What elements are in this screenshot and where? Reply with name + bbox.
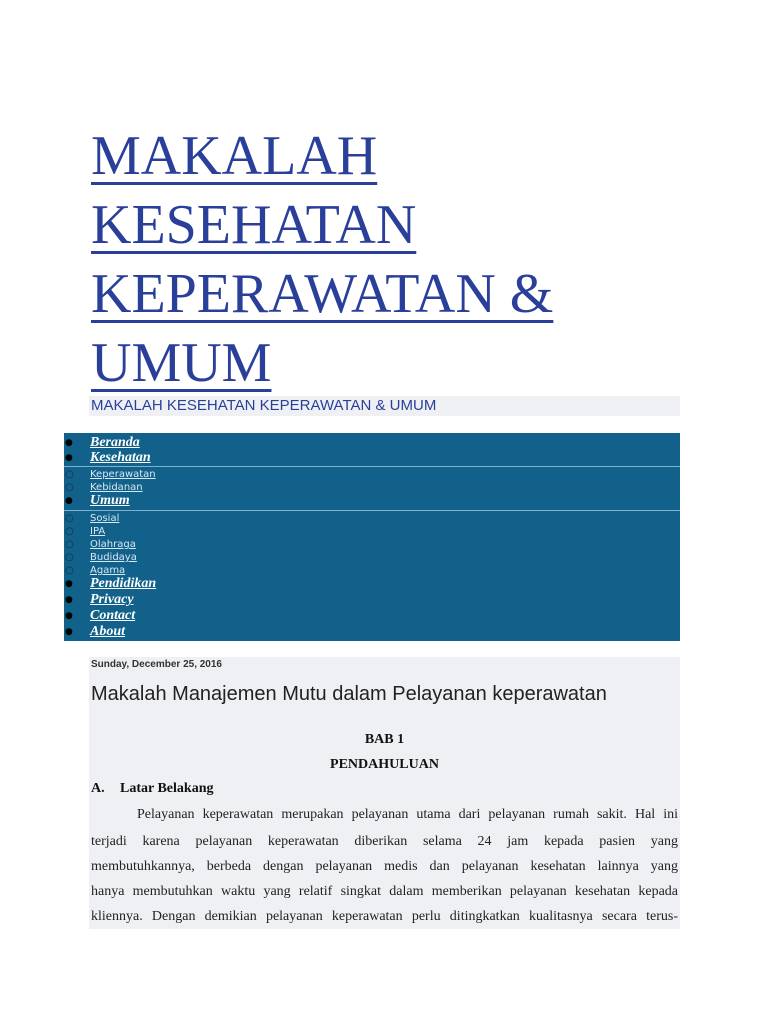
nav-link-agama[interactable]: Agama [90, 565, 126, 576]
post-date: Sunday, December 25, 2016 [91, 659, 222, 670]
nav-subitem-keperawatan[interactable] [64, 468, 680, 481]
paragraph-line: terjadi karena pelayanan keperawatan diberikan selama 24 jam kepada pasien yang [91, 834, 678, 849]
circle-bullet-icon: ○ [65, 526, 74, 537]
section-number: A. [91, 781, 105, 796]
bullet-icon: ● [65, 496, 73, 506]
nav-link-kesehatan[interactable]: Kesehatan [90, 450, 151, 465]
bullet-icon: ● [65, 611, 73, 621]
section-title: Latar Belakang [120, 781, 214, 796]
nav-link-sosial[interactable]: Sosial [90, 513, 120, 524]
circle-bullet-icon: ○ [65, 482, 74, 493]
nav-link-contact[interactable]: Contact [90, 608, 136, 623]
bullet-icon: ● [65, 453, 73, 463]
nav-link-ipa[interactable]: IPA [90, 526, 106, 537]
circle-bullet-icon: ○ [65, 539, 74, 550]
circle-bullet-icon: ○ [65, 565, 74, 576]
paragraph-line: hanya membutuhkan waktu yang relatif singkat dalam memberikan pelayanan kesehatan kepada [91, 884, 678, 899]
bullet-icon: ● [65, 595, 73, 605]
nav-item-about[interactable] [64, 624, 680, 640]
nav-item-umum[interactable] [64, 493, 680, 509]
bullet-icon: ● [65, 579, 73, 589]
nav-subitem-budidaya[interactable] [64, 551, 680, 564]
paragraph-line: membutuhkannya, berbeda dengan pelayanan medis dan pelayanan kesehatan lainnya yang [91, 859, 678, 874]
nav-subitem-ipa[interactable] [64, 525, 680, 538]
nav-subitem-sosial[interactable] [64, 512, 680, 525]
circle-bullet-icon: ○ [65, 552, 74, 563]
chapter-heading: BAB 1 [364, 732, 405, 747]
nav-divider [64, 466, 680, 467]
post-title[interactable]: Makalah Manajemen Mutu dalam Pelayanan keperawatan [91, 683, 607, 705]
nav-link-olahraga[interactable]: Olahraga [90, 539, 136, 550]
nav-item-privacy[interactable] [64, 592, 680, 608]
circle-bullet-icon: ○ [65, 469, 74, 480]
main-navigation [64, 433, 680, 641]
nav-link-about[interactable]: About [90, 624, 126, 639]
nav-link-umum[interactable]: Umum [90, 493, 130, 508]
section-heading [91, 781, 213, 797]
nav-link-privacy[interactable]: Privacy [90, 592, 134, 607]
nav-link-kebidanan[interactable]: Kebidanan [90, 482, 143, 493]
blog-description: MAKALAH KESEHATAN KEPERAWATAN & UMUM [89, 396, 680, 416]
nav-item-contact[interactable] [64, 608, 680, 624]
nav-subitem-olahraga[interactable] [64, 538, 680, 551]
paragraph-line: Pelayanan keperawatan merupakan pelayanan utama dari pelayanan rumah sakit. Hal ini [137, 807, 678, 822]
nav-divider [64, 510, 680, 511]
nav-link-budidaya[interactable]: Budidaya [90, 552, 137, 563]
nav-item-kesehatan[interactable] [64, 450, 680, 466]
circle-bullet-icon: ○ [65, 513, 74, 524]
nav-item-pendidikan[interactable] [64, 576, 680, 592]
nav-item-beranda[interactable] [64, 435, 680, 451]
paragraph-line: kliennya. Dengan demikian pelayanan keperawatan perlu ditingkatkan kualitasnya secara terus- [91, 909, 678, 924]
chapter-title: PENDAHULUAN [330, 757, 439, 772]
nav-link-beranda[interactable]: Beranda [90, 435, 140, 450]
bullet-icon: ● [65, 438, 73, 448]
bullet-icon: ● [65, 627, 73, 637]
blog-title[interactable]: MAKALAH KESEHATAN KEPERAWATAN & UMUM [91, 125, 554, 394]
nav-link-keperawatan[interactable]: Keperawatan [90, 469, 156, 480]
nav-link-pendidikan[interactable]: Pendidikan [90, 576, 157, 591]
